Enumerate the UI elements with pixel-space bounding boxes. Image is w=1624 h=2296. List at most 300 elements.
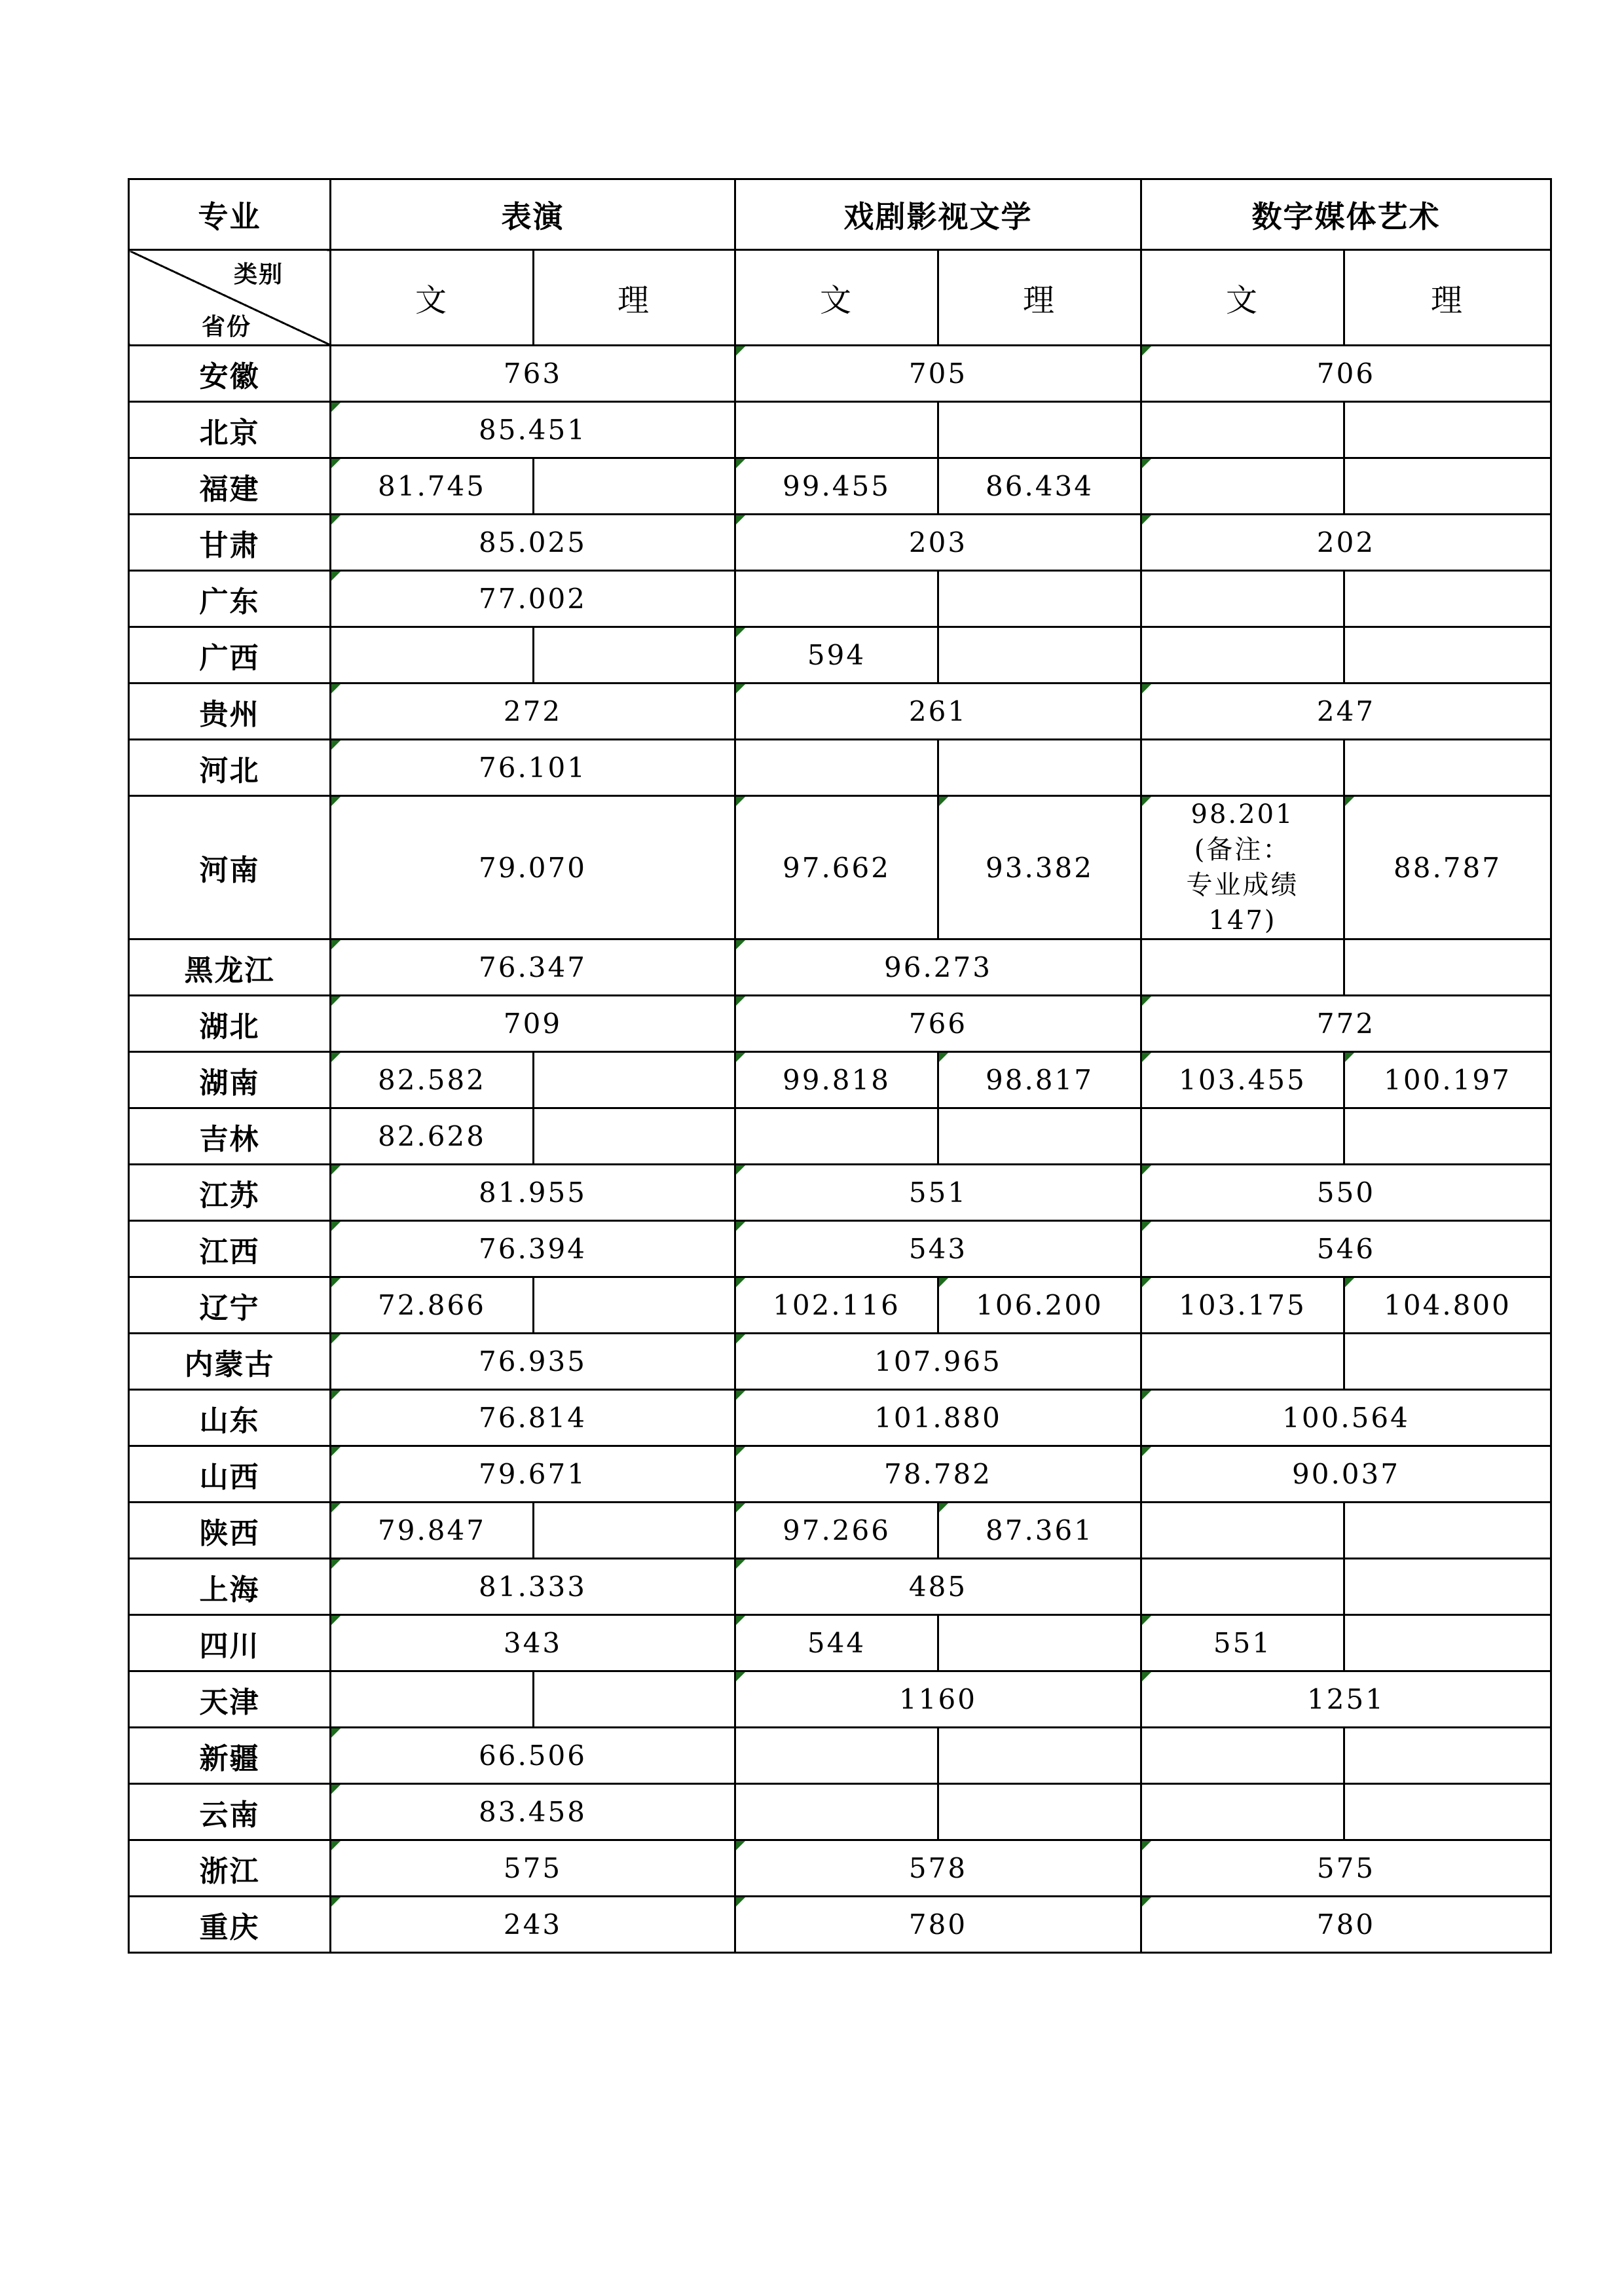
score-cell xyxy=(331,1671,534,1728)
score-cell xyxy=(735,996,1141,1052)
province-row xyxy=(129,1446,1551,1503)
score-cell xyxy=(1141,996,1551,1052)
score-cell xyxy=(735,1165,1141,1221)
score-cell xyxy=(331,1840,735,1897)
score-cell xyxy=(735,627,938,683)
cell-marker-icon xyxy=(736,628,745,637)
cell-marker-icon xyxy=(939,1503,948,1512)
score-value: 76.347 xyxy=(479,951,587,983)
major-performance: 表演 xyxy=(331,179,735,250)
score-cell xyxy=(1344,1052,1551,1108)
score-value: 575 xyxy=(1316,1852,1376,1884)
major-digital-media-art: 数字媒体艺术 xyxy=(1141,179,1551,250)
province-name: 浙江 xyxy=(129,1840,331,1897)
score-cell xyxy=(1141,346,1551,402)
score-cell xyxy=(1141,1108,1344,1165)
score-cell xyxy=(534,1277,735,1334)
admission-score-table xyxy=(128,178,1552,1954)
score-value: 780 xyxy=(1316,1908,1376,1941)
score-value: 79.671 xyxy=(479,1458,587,1490)
score-cell-with-note xyxy=(1141,796,1344,939)
cell-marker-icon xyxy=(1345,1053,1354,1062)
cell-marker-icon xyxy=(736,1334,745,1343)
score-value: 79.847 xyxy=(378,1514,486,1546)
cell-marker-icon xyxy=(736,996,745,1006)
score-cell xyxy=(735,402,938,458)
score-cell xyxy=(735,683,1141,740)
province-row xyxy=(129,939,1551,996)
cell-marker-icon xyxy=(736,346,745,355)
cell-marker-icon xyxy=(1345,797,1354,806)
cell-marker-icon xyxy=(1142,1391,1151,1400)
score-cell xyxy=(1141,1671,1551,1728)
score-cell xyxy=(735,1108,938,1165)
score-cell xyxy=(331,1221,735,1277)
score-cell xyxy=(1141,1897,1551,1953)
province-name: 内蒙古 xyxy=(129,1334,331,1390)
cell-marker-icon xyxy=(736,797,745,806)
cell-marker-icon xyxy=(736,1559,745,1569)
score-cell xyxy=(331,1334,735,1390)
score-value: 550 xyxy=(1316,1176,1376,1209)
score-value: 103.175 xyxy=(1179,1289,1306,1321)
score-value: 243 xyxy=(503,1908,563,1941)
score-value: 76.394 xyxy=(479,1233,587,1265)
score-value: 81.333 xyxy=(479,1571,587,1603)
cell-marker-icon xyxy=(1345,1278,1354,1287)
score-cell xyxy=(735,515,1141,571)
cell-marker-icon xyxy=(1142,797,1151,806)
major-header-row xyxy=(129,179,1551,250)
score-cell xyxy=(735,346,1141,402)
score-value: 98.201 xyxy=(1190,799,1295,829)
score-value: 85.451 xyxy=(479,414,587,446)
province-name: 黑龙江 xyxy=(129,939,331,996)
score-value: 85.025 xyxy=(479,526,587,558)
province-name: 北京 xyxy=(129,402,331,458)
province-name: 吉林 xyxy=(129,1108,331,1165)
cell-marker-icon xyxy=(331,1447,341,1456)
cell-marker-icon xyxy=(736,1841,745,1850)
score-cell xyxy=(1141,1615,1344,1671)
score-cell xyxy=(735,1728,938,1784)
cell-marker-icon xyxy=(1142,515,1151,524)
score-cell xyxy=(331,1446,735,1503)
score-cell xyxy=(331,740,735,796)
cell-marker-icon xyxy=(736,1897,745,1906)
score-cell xyxy=(735,1840,1141,1897)
major-drama-film-literature: 戏剧影视文学 xyxy=(735,179,1141,250)
score-value: 87.361 xyxy=(986,1514,1094,1546)
cell-marker-icon xyxy=(331,459,341,468)
province-name: 湖南 xyxy=(129,1052,331,1108)
category-arts: 文 xyxy=(331,250,534,346)
province-row xyxy=(129,1052,1551,1108)
province-axis-label: 省份 xyxy=(202,313,252,340)
cell-marker-icon xyxy=(736,1391,745,1400)
score-cell xyxy=(1344,939,1551,996)
score-value: 81.745 xyxy=(378,470,486,502)
score-cell xyxy=(331,515,735,571)
score-value: 772 xyxy=(1316,1008,1376,1040)
province-name: 山东 xyxy=(129,1390,331,1446)
score-cell xyxy=(938,796,1141,939)
score-value: 88.787 xyxy=(1393,851,1502,884)
note-text: (备注： xyxy=(1194,835,1291,865)
cell-marker-icon xyxy=(331,1222,341,1231)
score-value: 247 xyxy=(1316,695,1376,727)
province-name: 福建 xyxy=(129,458,331,515)
cell-marker-icon xyxy=(1142,1672,1151,1681)
score-cell xyxy=(938,1052,1141,1108)
score-cell xyxy=(1344,1615,1551,1671)
score-cell xyxy=(331,1784,735,1840)
cell-marker-icon xyxy=(1142,996,1151,1006)
cell-marker-icon xyxy=(736,1278,745,1287)
score-value: 272 xyxy=(503,695,563,727)
cell-marker-icon xyxy=(331,1165,341,1175)
score-value: 83.458 xyxy=(479,1796,587,1828)
cell-marker-icon xyxy=(331,996,341,1006)
score-value: 100.564 xyxy=(1282,1402,1410,1434)
score-cell xyxy=(534,458,735,515)
cell-marker-icon xyxy=(736,1447,745,1456)
cell-marker-icon xyxy=(331,1616,341,1625)
province-name: 新疆 xyxy=(129,1728,331,1784)
province-name: 上海 xyxy=(129,1559,331,1615)
score-cell xyxy=(331,683,735,740)
cell-marker-icon xyxy=(736,940,745,949)
score-cell xyxy=(938,402,1141,458)
score-value: 261 xyxy=(908,695,968,727)
score-cell xyxy=(331,996,735,1052)
score-value: 98.817 xyxy=(986,1064,1094,1096)
score-cell xyxy=(534,1671,735,1728)
score-cell xyxy=(331,458,534,515)
score-cell xyxy=(1141,683,1551,740)
score-value: 543 xyxy=(908,1233,968,1265)
score-value: 594 xyxy=(807,639,866,671)
score-cell xyxy=(1344,1559,1551,1615)
score-value: 551 xyxy=(908,1176,968,1209)
score-cell xyxy=(938,1277,1141,1334)
province-row xyxy=(129,740,1551,796)
score-cell xyxy=(331,1277,534,1334)
score-cell xyxy=(1344,402,1551,458)
score-cell xyxy=(1141,1277,1344,1334)
score-cell xyxy=(938,740,1141,796)
score-cell xyxy=(331,1052,534,1108)
cell-marker-icon xyxy=(736,1503,745,1512)
score-cell xyxy=(1141,458,1344,515)
province-row xyxy=(129,1503,1551,1559)
score-cell xyxy=(938,571,1141,627)
score-value: 101.880 xyxy=(874,1402,1002,1434)
score-value: 203 xyxy=(908,526,968,558)
score-cell xyxy=(331,1390,735,1446)
score-cell xyxy=(735,1559,1141,1615)
score-cell xyxy=(1141,1334,1344,1390)
score-value: 343 xyxy=(503,1627,563,1659)
score-value: 90.037 xyxy=(1292,1458,1400,1490)
score-value: 1251 xyxy=(1307,1683,1385,1715)
score-cell xyxy=(1344,458,1551,515)
cell-marker-icon xyxy=(939,797,948,806)
cell-marker-icon xyxy=(331,1785,341,1794)
cell-marker-icon xyxy=(1142,459,1151,468)
note-text: 147) xyxy=(1208,905,1277,936)
score-cell xyxy=(1141,1728,1344,1784)
cell-marker-icon xyxy=(1142,1053,1151,1062)
score-cell xyxy=(1344,571,1551,627)
score-cell xyxy=(735,1671,1141,1728)
cell-marker-icon xyxy=(736,684,745,693)
cell-marker-icon xyxy=(1142,1222,1151,1231)
score-cell xyxy=(735,1277,938,1334)
province-row xyxy=(129,627,1551,683)
province-row xyxy=(129,1277,1551,1334)
score-cell xyxy=(331,1108,534,1165)
province-row xyxy=(129,1221,1551,1277)
province-row xyxy=(129,1165,1551,1221)
score-value: 766 xyxy=(908,1008,968,1040)
cell-marker-icon xyxy=(331,684,341,693)
cell-marker-icon xyxy=(331,572,341,581)
score-cell xyxy=(1141,627,1344,683)
province-name: 河北 xyxy=(129,740,331,796)
score-cell xyxy=(1344,1277,1551,1334)
score-value: 202 xyxy=(1316,526,1376,558)
score-value: 81.955 xyxy=(479,1176,587,1209)
province-row xyxy=(129,1897,1551,1953)
cell-marker-icon xyxy=(1142,684,1151,693)
score-value: 1160 xyxy=(899,1683,977,1715)
score-value: 102.116 xyxy=(773,1289,900,1321)
category-science: 理 xyxy=(1344,250,1551,346)
category-arts: 文 xyxy=(1141,250,1344,346)
major-label: 专业 xyxy=(129,179,331,250)
province-name: 江西 xyxy=(129,1221,331,1277)
score-cell xyxy=(1141,402,1344,458)
score-value: 544 xyxy=(807,1627,866,1659)
score-cell xyxy=(1344,740,1551,796)
score-cell xyxy=(735,740,938,796)
category-arts: 文 xyxy=(735,250,938,346)
province-name: 甘肃 xyxy=(129,515,331,571)
diagonal-header-cell xyxy=(129,250,331,346)
province-name: 重庆 xyxy=(129,1897,331,1953)
cell-marker-icon xyxy=(1142,1165,1151,1175)
cell-marker-icon xyxy=(1142,1897,1151,1906)
score-cell xyxy=(735,1221,1141,1277)
score-value: 76.101 xyxy=(479,752,587,784)
score-cell xyxy=(735,1897,1141,1953)
score-value: 97.266 xyxy=(783,1514,891,1546)
score-cell xyxy=(331,1728,735,1784)
province-row xyxy=(129,1784,1551,1840)
province-name: 江苏 xyxy=(129,1165,331,1221)
score-value: 546 xyxy=(1316,1233,1376,1265)
score-cell xyxy=(1141,1446,1551,1503)
score-cell xyxy=(735,1446,1141,1503)
province-row xyxy=(129,1840,1551,1897)
province-name: 云南 xyxy=(129,1784,331,1840)
province-name: 河南 xyxy=(129,796,331,939)
score-cell xyxy=(1141,515,1551,571)
cell-marker-icon xyxy=(331,1334,341,1343)
score-cell xyxy=(331,346,735,402)
cell-marker-icon xyxy=(331,1728,341,1738)
cell-marker-icon xyxy=(736,1616,745,1625)
score-cell xyxy=(735,939,1141,996)
score-value: 100.197 xyxy=(1384,1064,1511,1096)
score-cell xyxy=(1141,1165,1551,1221)
score-value: 705 xyxy=(908,357,968,390)
score-cell xyxy=(1344,1784,1551,1840)
score-cell xyxy=(331,796,735,939)
cell-marker-icon xyxy=(331,403,341,412)
cell-marker-icon xyxy=(331,1897,341,1906)
score-cell xyxy=(1344,1728,1551,1784)
score-cell xyxy=(1344,1108,1551,1165)
score-value: 780 xyxy=(908,1908,968,1941)
score-cell xyxy=(735,458,938,515)
score-value: 96.273 xyxy=(884,951,992,983)
score-value: 551 xyxy=(1213,1627,1272,1659)
score-cell xyxy=(1141,1221,1551,1277)
score-cell xyxy=(534,1052,735,1108)
score-value: 78.782 xyxy=(884,1458,992,1490)
province-row xyxy=(129,996,1551,1052)
score-value: 66.506 xyxy=(479,1740,587,1772)
category-science: 理 xyxy=(534,250,735,346)
score-cell xyxy=(735,1615,938,1671)
province-row xyxy=(129,1559,1551,1615)
cell-marker-icon xyxy=(331,1053,341,1062)
score-cell xyxy=(1141,1840,1551,1897)
score-cell xyxy=(331,1897,735,1953)
province-row xyxy=(129,402,1551,458)
province-name: 湖北 xyxy=(129,996,331,1052)
score-value: 86.434 xyxy=(986,470,1094,502)
score-cell xyxy=(1141,1052,1344,1108)
score-value: 106.200 xyxy=(976,1289,1103,1321)
score-cell xyxy=(938,1615,1141,1671)
score-cell xyxy=(331,1559,735,1615)
cell-marker-icon xyxy=(331,797,341,806)
province-name: 山西 xyxy=(129,1446,331,1503)
score-cell xyxy=(1141,740,1344,796)
cell-marker-icon xyxy=(1142,1616,1151,1625)
cell-marker-icon xyxy=(331,740,341,750)
score-value: 99.818 xyxy=(783,1064,891,1096)
score-value: 72.866 xyxy=(378,1289,486,1321)
score-cell xyxy=(1344,1503,1551,1559)
province-row xyxy=(129,1334,1551,1390)
cell-marker-icon xyxy=(331,1278,341,1287)
cell-marker-icon xyxy=(736,1165,745,1175)
province-row xyxy=(129,1728,1551,1784)
cell-marker-icon xyxy=(939,1278,948,1287)
cell-marker-icon xyxy=(331,1559,341,1569)
score-cell xyxy=(938,1503,1141,1559)
cell-marker-icon xyxy=(736,1672,745,1681)
cell-marker-icon xyxy=(331,1503,341,1512)
cell-marker-icon xyxy=(331,515,341,524)
score-value: 82.582 xyxy=(378,1064,486,1096)
score-value: 763 xyxy=(503,357,563,390)
score-cell xyxy=(938,627,1141,683)
province-row xyxy=(129,796,1551,939)
score-value: 97.662 xyxy=(783,851,891,884)
score-cell xyxy=(1344,796,1551,939)
province-name: 辽宁 xyxy=(129,1277,331,1334)
score-cell xyxy=(735,1052,938,1108)
score-cell xyxy=(1344,1334,1551,1390)
province-name: 安徽 xyxy=(129,346,331,402)
province-name: 陕西 xyxy=(129,1503,331,1559)
score-value: 104.800 xyxy=(1384,1289,1511,1321)
score-cell xyxy=(331,627,534,683)
note-text: 专业成绩 xyxy=(1186,870,1299,900)
score-value: 93.382 xyxy=(986,851,1094,884)
score-cell xyxy=(1141,1784,1344,1840)
score-cell xyxy=(1141,1559,1344,1615)
province-row xyxy=(129,571,1551,627)
score-cell xyxy=(331,571,735,627)
cell-marker-icon xyxy=(1142,1841,1151,1850)
score-value: 79.070 xyxy=(479,851,587,884)
score-value: 77.002 xyxy=(479,583,587,615)
province-row xyxy=(129,1615,1551,1671)
score-cell xyxy=(331,1503,534,1559)
cell-marker-icon xyxy=(736,459,745,468)
score-value: 76.935 xyxy=(479,1345,587,1377)
score-value: 709 xyxy=(503,1008,563,1040)
score-cell xyxy=(534,627,735,683)
cell-marker-icon xyxy=(736,515,745,524)
score-cell xyxy=(735,796,938,939)
cell-marker-icon xyxy=(736,1053,745,1062)
cell-marker-icon xyxy=(736,1222,745,1231)
cell-marker-icon xyxy=(331,940,341,949)
score-cell xyxy=(534,1503,735,1559)
score-cell xyxy=(1141,939,1344,996)
province-row xyxy=(129,1108,1551,1165)
score-cell xyxy=(331,1615,735,1671)
score-cell xyxy=(735,1784,938,1840)
score-cell xyxy=(1141,571,1344,627)
score-cell xyxy=(1344,627,1551,683)
province-row xyxy=(129,1671,1551,1728)
score-cell xyxy=(331,939,735,996)
score-cell xyxy=(938,1728,1141,1784)
category-header-row xyxy=(129,250,1551,346)
score-cell xyxy=(331,402,735,458)
cell-marker-icon xyxy=(1142,346,1151,355)
province-row xyxy=(129,1390,1551,1446)
score-cell xyxy=(735,1390,1141,1446)
province-name: 天津 xyxy=(129,1671,331,1728)
province-row xyxy=(129,458,1551,515)
score-cell xyxy=(735,571,938,627)
score-value: 103.455 xyxy=(1179,1064,1306,1096)
province-name: 广西 xyxy=(129,627,331,683)
province-row xyxy=(129,346,1551,402)
category-axis-label: 类别 xyxy=(233,261,284,288)
province-name: 四川 xyxy=(129,1615,331,1671)
score-cell xyxy=(534,1108,735,1165)
